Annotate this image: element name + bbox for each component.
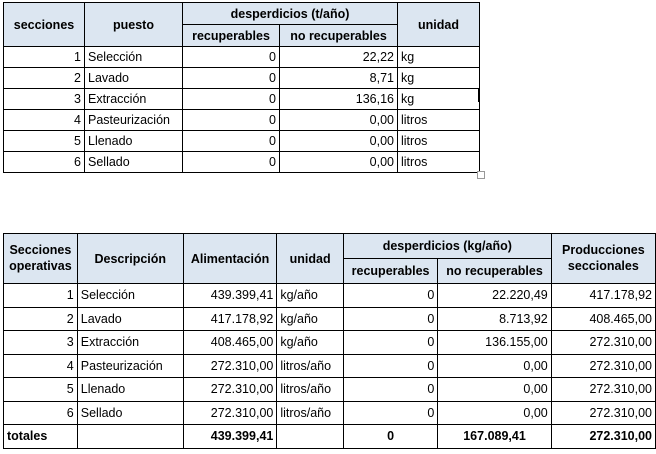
recuperables-cell[interactable]: 0: [183, 68, 280, 89]
no-recuperables-cell[interactable]: 0,00: [280, 110, 398, 131]
totals-recuperables[interactable]: 0: [343, 425, 437, 449]
no-recuperables-cell[interactable]: 136.155,00: [438, 331, 551, 355]
producciones-cell[interactable]: 408.465,00: [551, 307, 655, 331]
recuperables-cell[interactable]: 0: [183, 152, 280, 173]
unidad-cell[interactable]: litros/año: [277, 378, 344, 402]
unidad-cell[interactable]: litros/año: [277, 401, 344, 425]
unidad-cell[interactable]: kg: [398, 89, 480, 110]
table-row: [4, 152, 480, 173]
no-recuperables-cell[interactable]: 22,22: [280, 47, 398, 68]
no-recuperables-cell[interactable]: 22.220,49: [438, 284, 551, 308]
unidad-cell[interactable]: kg: [398, 47, 480, 68]
recuperables-cell[interactable]: 0: [183, 110, 280, 131]
header-descripcion[interactable]: Descripción: [77, 234, 183, 284]
resize-handle[interactable]: [477, 171, 485, 179]
recuperables-cell[interactable]: 0: [343, 401, 437, 425]
header-secciones-operativas[interactable]: [4, 234, 78, 284]
seccion-number[interactable]: 3: [4, 89, 85, 110]
totals-alimentacion[interactable]: 439.399,41: [183, 425, 277, 449]
no-recuperables-cell[interactable]: 0,00: [438, 378, 551, 402]
header-secciones[interactable]: secciones: [4, 3, 85, 47]
recuperables-cell[interactable]: 0: [183, 47, 280, 68]
unidad-cell[interactable]: kg/año: [277, 307, 344, 331]
alimentacion-cell[interactable]: 408.465,00: [183, 331, 277, 355]
seccion-number[interactable]: 4: [4, 354, 78, 378]
producciones-cell[interactable]: 272.310,00: [551, 354, 655, 378]
waste-table-kg: [3, 233, 656, 449]
descripcion-cell[interactable]: Llenado: [77, 378, 183, 402]
table-row: [4, 47, 480, 68]
totals-row: [4, 425, 656, 449]
header-recuperables[interactable]: recuperables: [343, 259, 437, 284]
recuperables-cell[interactable]: 0: [343, 354, 437, 378]
recuperables-cell[interactable]: 0: [343, 284, 437, 308]
seccion-number[interactable]: 4: [4, 110, 85, 131]
header-no-recuperables[interactable]: no recuperables: [438, 259, 551, 284]
table-row: [4, 89, 480, 110]
table-row: [4, 331, 656, 355]
unidad-cell[interactable]: litros: [398, 152, 480, 173]
table-row: [4, 131, 480, 152]
table-row: [4, 378, 656, 402]
header-alimentacion[interactable]: Alimentación: [183, 234, 277, 284]
no-recuperables-cell[interactable]: 8.713,92: [438, 307, 551, 331]
unidad-cell[interactable]: kg/año: [277, 331, 344, 355]
header-unidad[interactable]: unidad: [398, 3, 480, 47]
header-desperdicios[interactable]: desperdicios (kg/año): [343, 234, 551, 259]
descripcion-cell[interactable]: Sellado: [77, 401, 183, 425]
unidad-cell[interactable]: kg: [398, 68, 480, 89]
header-unidad[interactable]: unidad: [277, 234, 344, 284]
alimentacion-cell[interactable]: 272.310,00: [183, 401, 277, 425]
puesto-cell[interactable]: Lavado: [85, 68, 183, 89]
header-secciones-line2: operativas: [9, 258, 72, 273]
alimentacion-cell[interactable]: 272.310,00: [183, 378, 277, 402]
seccion-number[interactable]: 1: [4, 47, 85, 68]
header-secciones-line1: Secciones: [9, 242, 72, 257]
header-desperdicios[interactable]: desperdicios (t/año): [183, 3, 398, 25]
puesto-cell[interactable]: Llenado: [85, 131, 183, 152]
seccion-number[interactable]: 6: [4, 152, 85, 173]
totals-label[interactable]: totales: [4, 425, 78, 449]
table-row: [4, 284, 656, 308]
alimentacion-cell[interactable]: 417.178,92: [183, 307, 277, 331]
seccion-number[interactable]: 2: [4, 307, 78, 331]
totals-unidad-cell[interactable]: [277, 425, 344, 449]
descripcion-cell[interactable]: Pasteurización: [77, 354, 183, 378]
seccion-number[interactable]: 6: [4, 401, 78, 425]
no-recuperables-cell[interactable]: 0,00: [280, 131, 398, 152]
unidad-cell[interactable]: litros/año: [277, 354, 344, 378]
totals-no-recuperables[interactable]: 167.089,41: [438, 425, 551, 449]
no-recuperables-cell[interactable]: 136,16: [280, 89, 398, 110]
puesto-cell[interactable]: Pasteurización: [85, 110, 183, 131]
alimentacion-cell[interactable]: 439.399,41: [183, 284, 277, 308]
header-producciones[interactable]: [551, 234, 655, 284]
seccion-number[interactable]: 3: [4, 331, 78, 355]
no-recuperables-cell[interactable]: 0,00: [280, 152, 398, 173]
table-row: [4, 354, 656, 378]
seccion-number[interactable]: 5: [4, 378, 78, 402]
no-recuperables-cell[interactable]: 0,00: [438, 401, 551, 425]
recuperables-cell[interactable]: 0: [343, 378, 437, 402]
seccion-number[interactable]: 5: [4, 131, 85, 152]
no-recuperables-cell[interactable]: 0,00: [438, 354, 551, 378]
seccion-number[interactable]: 1: [4, 284, 78, 308]
header-puesto[interactable]: puesto: [85, 3, 183, 47]
producciones-cell[interactable]: 417.178,92: [551, 284, 655, 308]
table-row: [4, 401, 656, 425]
alimentacion-cell[interactable]: 272.310,00: [183, 354, 277, 378]
no-recuperables-cell[interactable]: 8,71: [280, 68, 398, 89]
descripcion-cell[interactable]: Selección: [77, 284, 183, 308]
descripcion-cell[interactable]: Lavado: [77, 307, 183, 331]
recuperables-cell[interactable]: 0: [183, 89, 280, 110]
text-cursor: [478, 88, 479, 102]
puesto-cell[interactable]: Extracción: [85, 89, 183, 110]
recuperables-cell[interactable]: 0: [343, 307, 437, 331]
producciones-cell[interactable]: 272.310,00: [551, 401, 655, 425]
header-no-recuperables[interactable]: no recuperables: [280, 25, 398, 47]
table-row: [4, 307, 656, 331]
recuperables-cell[interactable]: 0: [183, 131, 280, 152]
unidad-cell[interactable]: kg/año: [277, 284, 344, 308]
recuperables-cell[interactable]: 0: [343, 331, 437, 355]
producciones-cell[interactable]: 272.310,00: [551, 331, 655, 355]
descripcion-cell[interactable]: Extracción: [77, 331, 183, 355]
totals-producciones[interactable]: 272.310,00: [551, 425, 655, 449]
header-producciones-line1: Producciones: [562, 242, 645, 257]
table-row: [4, 110, 480, 131]
unidad-cell[interactable]: litros: [398, 131, 480, 152]
table-row: [4, 68, 480, 89]
header-producciones-line2: seccionales: [567, 258, 639, 273]
puesto-cell[interactable]: Selección: [85, 47, 183, 68]
seccion-number[interactable]: 2: [4, 68, 85, 89]
totals-desc-cell[interactable]: [77, 425, 183, 449]
puesto-cell[interactable]: Sellado: [85, 152, 183, 173]
unidad-cell[interactable]: litros: [398, 110, 480, 131]
header-recuperables[interactable]: recuperables: [183, 25, 280, 47]
producciones-cell[interactable]: 272.310,00: [551, 378, 655, 402]
waste-table-tons: [3, 2, 480, 173]
